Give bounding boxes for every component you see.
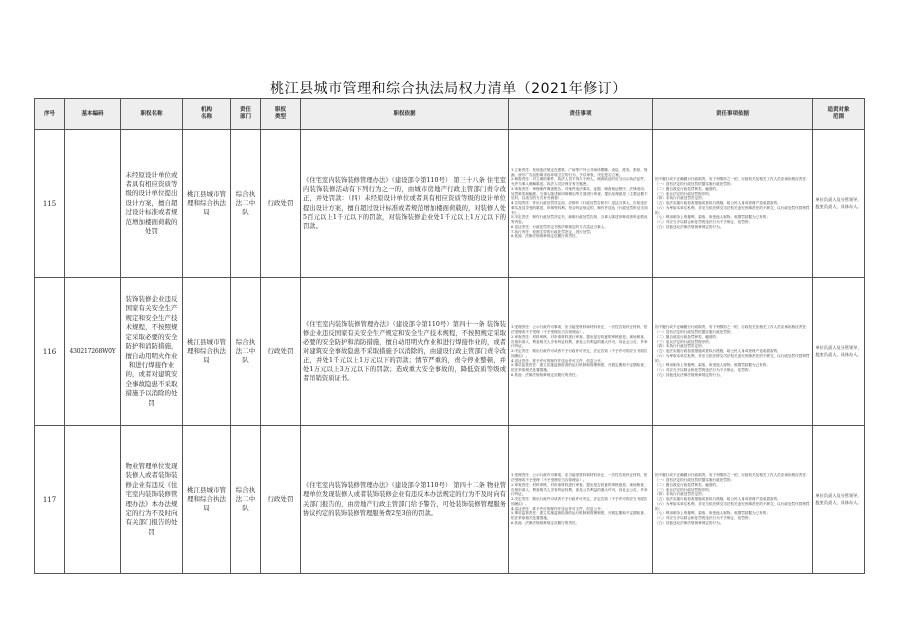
duty-item: 1.立案责任：发现违法规定在建筑、广场等户外公共场所摆摊、卖烧、派发、张贴、刻画、涂写广告品影响市容环境卫生的行为，予以审查，决定是否立案。 [511, 167, 648, 177]
duty-basis-item: （六）为牟取本单位私利，对应当依法移交司法机关追究刑事责任的不移交，以行政处罚代替刑罚的； [655, 205, 810, 215]
table-header-row [35, 99, 865, 130]
duty-basis-item: （八）对应当予以制止和处罚的违法行为不予制止、处罚的； [655, 368, 753, 373]
duty-basis-item: （六）为牟取本单位私利，对应当依法移交司法机关追究刑事责任的不移交，以行政处罚代替刑罚的； [655, 353, 810, 363]
duty-item: 4.告知责任：作出行政处罚决定前，应制作《行政处罚告知书》送达当事人，告知违法事实及其享受的陈述、申辩等权利。符合听证规定的，制作并送达《行政处罚听证告知书》。 [511, 201, 648, 215]
row-seq: 115 [35, 130, 65, 278]
row-basis: 《住宅室内装饰装修管理办法》（建设部令第110号）第四十一条 装饰装修企业违反国家有关安全生产规定和安全生产技术规程，不按照规定采取必要的安全防护和消防措施，擅自动用明火作业和进行焊接作业的，或者对建筑安全事故隐患不采取措施予以消除的，由建设行政主管部门责令改正，并处1千元以上1万元以下的罚款；情节严重的，责令停业整顿，并处1万元以上3万元以下的罚款；造成重大安全事故的，降低资质等级或者吊销资质证书。 [301, 278, 509, 426]
duty-item: 8.其他：法律法规规章规定应履行的责任。 [511, 234, 580, 239]
duty-item: 3.决定责任：做出行政许可或者不予行政许可决定，法定告知（不予许可的应当书面告知理由）。 [511, 497, 648, 506]
header-duty-basis: 责任事项依据 [653, 99, 813, 130]
duty-basis-item: （二）擅自改变行政处罚种类、幅度的； [655, 334, 720, 339]
duty-basis-item: （三）违反法定的行政处罚程序的； [655, 487, 713, 492]
duty-basis-item: （四）未执行行政处罚决定的； [655, 344, 706, 349]
duty-basis-item: （一）没有法定的行政处罚依据实施行政处罚的； [655, 182, 735, 187]
duty-item: 2.审查责任：材料审核，对申请材料进行审查，提出是否同意的审核意见；现场核查，告知申请人、利害相关人享有听证权利，涉及公共利益的重大许可，向社会公告，并举行听证。 [511, 482, 648, 497]
duty-basis-item: （四）未执行行政处罚决定的； [655, 196, 706, 201]
header-org: 机构 名称 [183, 99, 231, 130]
row-scope: 单位负责人及分管领导，股室负责人，具体办人。 [813, 130, 865, 278]
row-scope: 单位负责人及分管领导，股室负责人，具体办人。 [813, 278, 865, 426]
table-row [35, 130, 865, 278]
duty-basis-item: （二）擅自改变行政处罚种类、幅度的； [655, 186, 720, 191]
duty-basis-item: （四）未执行行政处罚决定的； [655, 492, 706, 497]
row-dept: 综合执法二中队 [231, 130, 261, 278]
table-row [35, 426, 865, 574]
header-basis: 职权依据 [301, 99, 509, 130]
duty-item: 5.决定责任：制作行政处罚决定书，载明行政处罚告知、当事人陈述申辩或者听证情况等内容。 [511, 215, 648, 225]
row-code [65, 426, 121, 574]
duty-basis-item: （六）为牟取本单位私利，对应当依法移交司法机关追究刑事责任的不移交，以行政处罚代替刑罚的； [655, 501, 810, 511]
duty-item: 1.受理责任：公示行政许可事项，应当接受材料和材料补正，一次性告知补正材料，依法受理或不予受理（不予受理应当告知理由）。 [511, 473, 648, 483]
duty-basis-item: （七）利用职务上的便利，索取、收受他人财物、收缴罚款据为己有的； [655, 511, 770, 516]
duty-item: 5.事后监管责任：建立实施监督检查的运行机制和管理制度，开展定期和不定期检查，依法采取相关处置措施。 [511, 363, 648, 373]
duty-basis-item: 因不履行或不正确履行行政职责，有下列情形之一的，行政机关及相关工作人员应承担相应责任： [655, 177, 810, 182]
duty-item: 2.调查责任：对立案的案件，执法人员不得少于两人，调查取证时应当出示执法证件，允许当事人辩解陈述。执法人员应保守有关秘密。 [511, 177, 648, 187]
row-duty-basis [653, 130, 813, 278]
row-power-name: 装饰装修企业违反国家有关安全生产规定和安全生产技术规程，不按照规定采取必要的安全防护和消防措施，擅自动用明火作业和进行焊接作业的，或者对建筑安全事故隐患不采取措施予以消除的处罚 [121, 278, 183, 426]
row-duty [509, 278, 653, 426]
duty-basis-item: （三）违反法定的行政处罚程序的； [655, 339, 713, 344]
row-org: 桃江县城市管理和综合执法局 [183, 426, 231, 574]
duty-basis-item: （一）没有法定的行政处罚依据实施行政处罚的； [655, 330, 735, 335]
row-basis: 《住宅室内装饰装修管理办法》（建设部令第110号） 第三十八条 住宅室内装饰装修活动有下列行为之一的，由城市房地产行政主管部门责令改正，并处罚款：（四）未经原设计单位或者具有相应资质等级的设计单位提出设计方案，擅自超过设计标准或者规范增加楼面荷载的，对装修人处5百元以上1千元以下的罚款，对装饰装修企业处1千元以上1万元以下的罚款。 [301, 130, 509, 278]
header-code: 基本编码 [65, 99, 121, 130]
row-seq: 116 [35, 278, 65, 426]
duty-basis-item: （五）违法实施行政检查措施或者执行措施，给公民人身或者财产造成损害的； [655, 201, 781, 206]
duty-basis-item: （七）利用职务上的便利，索取、收受他人财物、收缴罚款据为己有的； [655, 363, 770, 368]
duty-item: 4.送达责任：准予许可的制作并送达许可文件，信息公开。 [511, 506, 605, 511]
row-duty [509, 130, 653, 278]
duty-basis-item: （九）其他违反法律法规规章规定的行为。 [655, 372, 724, 377]
duty-item: 3.审查责任：审理案件调查报告，对案件违法事实、证据、调查取证程序、法律适用、处罚种类和幅度、当事人陈述和申辩理由等方面进行审查，提出处理意见（主要证据不足时，以适当的方式补充调查）。 [511, 186, 648, 201]
header-type: 职权 类型 [261, 99, 301, 130]
duty-item: 6.其他：法律法规规章规定应履行的责任。 [511, 520, 580, 525]
duty-basis-item: （五）违法实施行政检查措施或者执行措施，给公民人身或者财产造成损害的； [655, 349, 781, 354]
header-scope: 追责对象 范围 [813, 99, 865, 130]
row-code [65, 130, 121, 278]
power-list-table [34, 98, 865, 574]
row-seq: 117 [35, 426, 65, 574]
duty-item: 6.其他：法律法规规章规定应履行的责任。 [511, 372, 580, 377]
table-row [35, 278, 865, 426]
duty-basis-item: （八）对应当予以制止和处罚的违法行为不予制止、处罚的； [655, 516, 753, 521]
row-org: 桃江县城市管理和综合执法局 [183, 278, 231, 426]
row-org: 桃江县城市管理和综合执法局 [183, 130, 231, 278]
duty-basis-item: （五）违法实施行政检查措施或者执行措施，给公民人身或者财产造成损害的； [655, 497, 781, 502]
duty-basis-item: （七）利用职务上的便利，索取、收受他人财物、收缴罚款据为己有的； [655, 215, 770, 220]
row-power-name: 未经原设计单位或者具有相应资质等级的设计单位提出设计方案，擅自超过设计标准或者规范增加楼面荷载的处罚 [121, 130, 183, 278]
header-seq: 序号 [35, 99, 65, 130]
duty-basis-item: 因不履行或不正确履行行政职责，有下列情形之一的，行政机关及相关工作人员应承担相应责任： [655, 473, 810, 478]
duty-basis-item: （九）其他违反法律法规规章规定的行为。 [655, 224, 724, 229]
row-dept: 综合执法二中队 [231, 278, 261, 426]
duty-basis-item: （八）对应当予以制止和处罚的违法行为不予制止、处罚的； [655, 220, 753, 225]
duty-basis-item: （一）没有法定的行政处罚依据实施行政处罚的； [655, 478, 735, 483]
row-duty-basis [653, 426, 813, 574]
row-duty [509, 426, 653, 574]
row-basis: 《住宅室内装饰装修管理办法》（建设部令第110号） 第四十二条 物业管理单位发现装修人或者装饰装修企业有违反本办法规定的行为不及时向有关部门报告的，由房地产行政主管部门给予警告，可处装饰装修管理服务协议约定的装饰装修管理服务费2至3倍的罚款。 [301, 426, 509, 574]
duty-item: 4.送达责任：准予许可的制作并送达许可文件，信息公开。 [511, 358, 605, 363]
duty-item: 3.决定责任：做出行政许可或者不予行政许可决定，法定告知（不予许可的应当书面告知理由）。 [511, 349, 648, 358]
row-type: 行政处罚 [261, 426, 301, 574]
row-code: 430217268W0Y [65, 278, 121, 426]
duty-basis-item: （三）违反法定的行政处罚程序的； [655, 191, 713, 196]
page-title: 桃江县城市管理和综合执法局权力清单（2021年修订） [270, 81, 627, 97]
header-name: 职权名称 [121, 99, 183, 130]
header-duty: 责任事项 [509, 99, 653, 130]
row-power-name: 物业管理单位发现装修人或者装饰装修企业有违反《住宅室内装饰装修管理办法》本办法规定的行为不及时向有关部门报告的处罚 [121, 426, 183, 574]
row-scope: 单位负责人及分管领导，股室负责人，具体办人。 [813, 426, 865, 574]
duty-item: 5.事后监管责任：建立实施监督检查的运行机制和管理制度，开展定期和不定期检查，依法采取相关处置措施。 [511, 511, 648, 521]
header-dept: 责任 部门 [231, 99, 261, 130]
duty-item: 1.受理责任：公示行政许可事项，应当接受材料和材料补正，一次性告知补正材料，依法受理或不予受理（不予受理应当告知理由）。 [511, 325, 648, 335]
duty-item: 7.执行责任：依照生效的行政处罚决定，进行处罚。 [511, 229, 594, 234]
duty-item: 6.送达责任：行政处罚决定书按法律规定的方式送达当事人。 [511, 224, 608, 229]
row-type: 行政处罚 [261, 278, 301, 426]
row-type: 行政处罚 [261, 130, 301, 278]
duty-basis-item: （九）其他违反法律法规规章规定的行为。 [655, 520, 724, 525]
row-duty-basis [653, 278, 813, 426]
duty-item: 2.审查责任：材料审核，对申请材料进行审查，提出是否同意的审核意见；现场核查，告知申请人、利害相关人享有听证权利，涉及公共利益的重大许可，向社会公告，并举行听证。 [511, 334, 648, 349]
duty-basis-item: 因不履行或不正确履行行政职责，有下列情形之一的，行政机关及相关工作人员应承担相应责任： [655, 325, 810, 330]
duty-basis-item: （二）擅自改变行政处罚种类、幅度的； [655, 482, 720, 487]
row-dept: 综合执法二中队 [231, 426, 261, 574]
